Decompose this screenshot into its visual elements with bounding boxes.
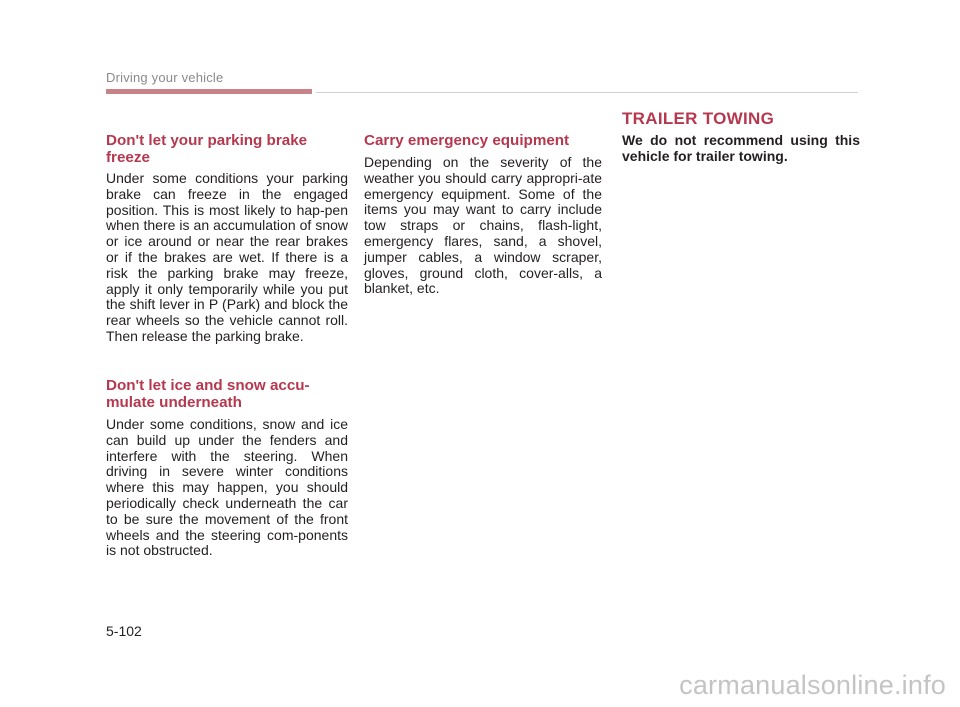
header-accent-rule (106, 89, 312, 94)
ice-snow-body: Under some conditions, snow and ice can build up under the fenders and interfere with the steering. When driving in severe winter conditions where this may happen, you should periodically check underneath the car to be sure the movement of the front wheels and the steering com-ponents is not obstructed. (106, 416, 348, 559)
ice-snow-heading: Don't let ice and snow accu-mulate underneath (106, 377, 310, 411)
emergency-equipment-body: Depending on the severity of the weather you should carry appropri-ate emergency equipment. Some of the items you may want to carry include tow straps or chains, flash-light, emergency flares, sand, a shovel, jumper cables, a window scraper, gloves, ground cloth, cover-alls, a blanket, etc. (364, 154, 602, 297)
trailer-towing-body: We do not recommend using this vehicle for trailer towing. (622, 132, 860, 164)
trailer-towing-heading: TRAILER TOWING (622, 109, 775, 128)
running-head: Driving your vehicle (106, 70, 224, 85)
watermark: carmanualsonline.info (679, 670, 946, 700)
page-number: 5-102 (106, 623, 142, 639)
parking-brake-body: Under some conditions your parking brake can freeze in the engaged position. This is most likely to hap-pen when there is an accumulation of snow or ice around or near the rear brakes or if the brakes are wet. If there is a risk the parking brake may freeze, apply it only temporarily while you put the shift lever in P (Park) and block the rear wheels so the vehicle cannot roll. Then release the parking brake. (106, 170, 348, 344)
parking-brake-heading: Don't let your parking brake freeze (106, 132, 308, 166)
header-thin-rule (316, 92, 858, 93)
emergency-equipment-heading: Carry emergency equipment (364, 132, 570, 149)
